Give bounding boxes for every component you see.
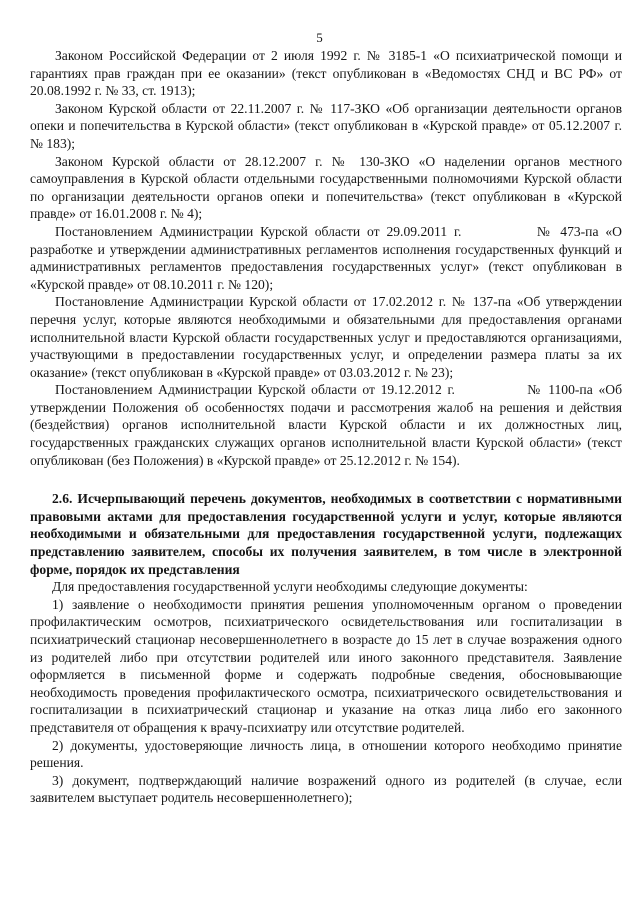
resolution-473-pa-lead: Постановлением Администрации Курской области от 29.09.2011 г. bbox=[55, 223, 462, 239]
paragraph-law-3185-1: Законом Российской Федерации от 2 июля 1992 г. № 3185-1 «О психиатрической помощи и гарантиях прав граждан при ее оказании» (текст опубликован в «Ведомостях СНД и ВС РФ» от 20.08.1992 г. № 33, ст. 1913); bbox=[30, 48, 622, 99]
resolution-1100-pa-text: № 1100-па «Об утверждении Положения об особенностях подачи и рассмотрения жалоб на решения и действия (бездействия) органов исполнительной власти Курской области и их должностных лиц, государственных гражданских служащих органов исполнительной власти Курской области» (текст опубликован (без Положения) в «Курской правде» от 25.12.2012 г. № 154). bbox=[30, 382, 622, 468]
document-item-2: 2) документы, удостоверяющие личность лица, в отношении которого необходимо принятие решения. bbox=[30, 737, 622, 771]
paragraph-resolution-1100-pa bbox=[30, 381, 622, 469]
document-item-3: 3) документ, подтверждающий наличие возражений одного из родителей (в случае, если заявителем выступает родитель несовершеннолетнего); bbox=[30, 772, 622, 806]
resolution-1100-pa-lead: Постановлением Администрации Курской области от 19.12.2012 г. bbox=[55, 382, 455, 398]
document-item-1: 1) заявление о необходимости принятия решения уполномоченным органом о проведении профилактическим осмотров, психиатрического освидетельствования или госпитализации в психиатрический стационар несовершеннолетнего в возрасте до 15 лет в случае возражения одного из родителей либо при отсутствии родителей или иного законного представителя. Заявление оформляется в письменной форме и содержать подробные сведения, обосновывающие необходимость проведения профилактического осмотра, психиатрического освидетельствования и госпитализации в психиатрический стационар и указание на отказ лица либо его законного представителя от обращения к врачу-психиатру или отсутствие родителей. bbox=[30, 596, 622, 735]
paragraph-resolution-137-pa: Постановление Администрации Курской области от 17.02.2012 г. № 137-па «Об утверждении перечня услуг, которые являются необходимыми и обязательными для предоставления органами исполнительной власти Курской области государственных услуг и предоставляются организациями, участвующими в предоставлении государственных услуг, и определении размера платы за их оказание» (текст опубликован в «Курской правде» от 03.03.2012 г. № 23); bbox=[30, 294, 622, 380]
section-2-6-heading: 2.6. Исчерпывающий перечень документов, необходимых в соответствии с нормативными правовыми актами для предоставления государственной услуги и услуг, которые являются необходимыми и обязательными для предоставления государственной услуги, подлежащих представлению заявителем, способы их получения заявителем, в том числе в электронной форме, порядок их представления bbox=[30, 491, 622, 577]
paragraph-resolution-473-pa bbox=[30, 223, 622, 293]
paragraph-law-117-zko: Законом Курской области от 22.11.2007 г. № 117-ЗКО «Об организации деятельности органов опеки и попечительства в Курской области» (текст опубликован в «Курской правде» от 05.12.2007 г. № 183); bbox=[30, 100, 622, 151]
document-body bbox=[30, 47, 622, 807]
resolution-473-pa-text: № 473-па «О разработке и утверждении административных регламентов исполнения государственных функций и административных регламентов предоставления государственных услуг» (текст опубликован в «Курской правде» от 08.10.2011 г. № 120); bbox=[30, 223, 622, 292]
paragraph-law-130-zko: Законом Курской области от 28.12.2007 г. № 130-ЗКО «О наделении органов местного самоуправления в Курской области отдельными государственными полномочиями Курской области по организации деятельности органов опеки и попечительства» (текст опубликован в «Курской правде» от 16.01.2008 г. № 4); bbox=[30, 153, 622, 222]
documents-intro: Для предоставления государственной услуги необходимы следующие документы: bbox=[52, 579, 528, 595]
page-number: 5 bbox=[316, 30, 323, 45]
